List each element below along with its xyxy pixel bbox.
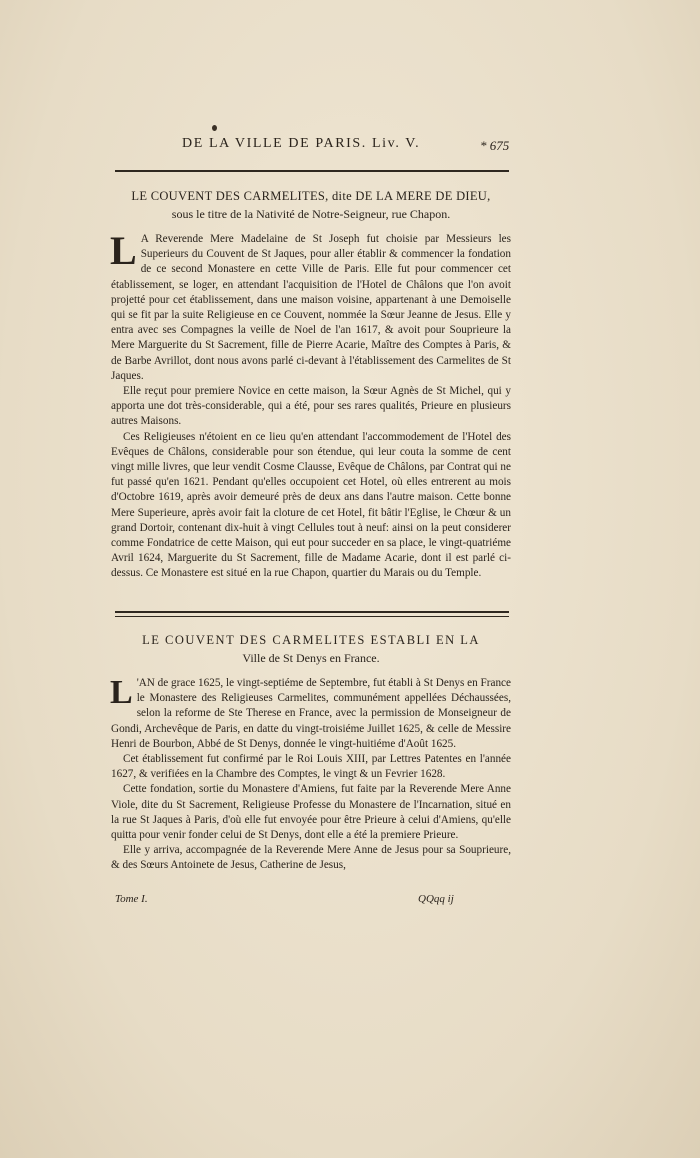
header-rule (115, 170, 509, 172)
drop-cap: L (110, 228, 137, 273)
paragraph: Ces Religieuses n'étoient en ce lieu qu'en attendant l'accommodement de l'Hotel des Evêques de Châlons, considerable pour son étendue, qui leur couta la somme de cent vingt mille livres, que leur vendit Cosme Clausse, Evêque de Châlons, par Contrat qui ne fut passé qu'en 1621. Pendant qu'elles occupoient cet Hotel, où elles entrerent au mois d'Octobre 1619, après avoir demeuré près de deux ans dans l'autre maison. Cette bonne Mere Superieure, après avoir fait la cloture de cet Hotel, fit bâtir l'Eglise, le Chœur & un grand Dortoir, contenant dix-huit à vingt Cellules tout à neuf: ainsi on la peut considerer comme Fondatrice de cette Maison, qui eut pour succeder en sa place, le vingt-quatriéme Avril 1624, Marguerite du St Sacrement, fille de Madame Acarie, dont il est parlé ci-dessus. Ce Monastere est situé en la rue Chapon, quartier du Marais ou du Temple. (111, 430, 511, 580)
section-carmelites-st-denys (111, 632, 511, 874)
section-title: LE COUVENT DES CARMELITES, dite DE LA MERE DE DIEU, (131, 189, 491, 203)
section-subtitle: Ville de St Denys en France. (242, 651, 380, 665)
page-header (108, 136, 518, 160)
page-number: * 675 (480, 138, 510, 153)
section-divider-rule (115, 611, 509, 617)
signature-mark: QQqq ij (418, 893, 454, 905)
volume-mark: Tome I. (115, 893, 148, 905)
paragraph: Cet établissement fut confirmé par le Roi Louis XIII, par Lettres Patentes en l'année 1627, & verifiées en la Chambre des Comptes, le vingt & un Fevrier 1628. (111, 753, 511, 781)
paragraph: L 'AN de grace 1625, le vingt-septiéme de Septembre, fut établi à St Denys en France le Monastere des Religieuses Carmelites, communément appellées Déchaussées, selon la reforme de Ste Therese en France, avec la permission de Monseigneur de Gondi, Archevêque de Paris, en datte du vingt-troisiéme Juillet 1625, & celle de Messire Henri de Bourbon, Abbé de St Denys, donnée le vingt-huitiéme d'Août 1625. (110, 674, 511, 750)
paragraph: L A Reverende Mere Madelaine de St Joseph fut choisie par Messieurs les Superieurs du Couvent de St Jaques, pour aller établir & commencer la fondation de ce second Monastere en cette Ville de Paris. Elle fut pour commencer cet établissement, se loger, en attendant l'acquisition de l'Hotel de Châlons que l'on avoit projetté pour cet établissement, dans une maison voisine, appartenant à une Demoiselle qui se fit par la suite Religieuse en ce Couvent, nommée la Sœur Jeanne de Jesus. Elle y entra avec ses Compagnes la veille de Noel de l'an 1617, & avoit pour Souprieure la Mere Marguerite du St Sacrement, fille de Pierre Acarie, Maître des Comptes à Paris, & de Barbe Avrillot, dont nous avons parlé ci-devant à l'établissement des Carmelites de St Jaques. (110, 228, 511, 382)
paragraph: Cette fondation, sortie du Monastere d'Amiens, fut faite par la Reverende Mere Anne Viole, dite du St Sacrement, Religieuse Professe du Monastere de l'Incarnation, situé en la rue St Jaques à Paris, d'où elle fut envoyée pour être Prieure à celui d'Amiens, qu'elle quitta pour venir fonder celui de St Denys, dont elle a été la premiere Prieure. (111, 783, 511, 842)
paragraph: Elle y arriva, accompagnée de la Reverende Mere Anne de Jesus pour sa Souprieure, & des Sœurs Antoinete de Jesus, Catherine de Jesus, (111, 844, 511, 872)
section-body (111, 676, 511, 874)
running-title: DE LA VILLE DE PARIS. Liv. V. (182, 136, 421, 151)
drop-cap: L (110, 674, 133, 711)
ink-blot (212, 125, 217, 131)
section-title: LE COUVENT DES CARMELITES ESTABLI EN LA (142, 633, 480, 647)
paragraph: Elle reçut pour premiere Novice en cette maison, la Sœur Agnès de St Michel, qui y apporta une dot très-considerable, qui a été, pour ses rares qualités, Prieure en plusieurs autres Maisons. (111, 385, 511, 428)
section-body (110, 228, 511, 582)
section-subtitle: sous le titre de la Nativité de Notre-Seigneur, rue Chapon. (171, 207, 451, 221)
section-carmelites-mere-de-dieu (111, 188, 511, 582)
